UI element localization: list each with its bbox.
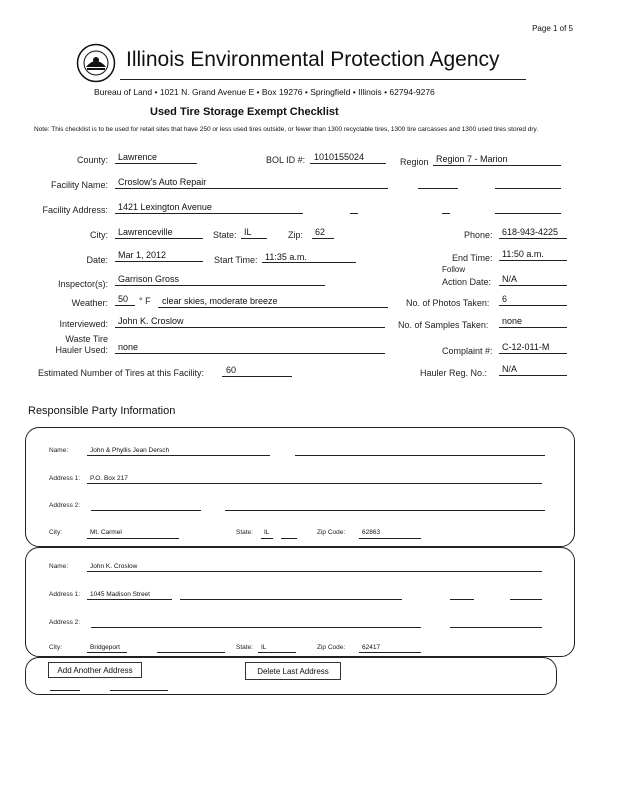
add-address-button[interactable]: Add Another Address bbox=[48, 662, 142, 678]
hauler-reg-label: Hauler Reg. No.: bbox=[420, 368, 488, 378]
agency-address: Bureau of Land • 1021 N. Grand Avenue E • Box 19276 • Springfield • Illinois • 62794-9276 bbox=[94, 87, 435, 97]
party-1-name-value[interactable]: John & Phyllis Jean Dersch bbox=[90, 447, 170, 454]
party-1-city-label: City: bbox=[49, 529, 62, 536]
party-2-zip-line bbox=[359, 652, 421, 653]
date-value[interactable]: Mar 1, 2012 bbox=[118, 250, 167, 260]
party-2-address1-extra-line bbox=[180, 599, 402, 600]
party-2-state-line bbox=[258, 652, 296, 653]
party-1-city-value[interactable]: Mt. Carmel bbox=[90, 529, 122, 536]
interviewed-line bbox=[115, 327, 385, 328]
party-1-state-line bbox=[261, 538, 273, 539]
responsible-party-heading: Responsible Party Information bbox=[28, 405, 176, 417]
delete-address-button[interactable]: Delete Last Address bbox=[245, 662, 341, 680]
party-1-name-label: Name: bbox=[49, 447, 69, 454]
photos-value[interactable]: 6 bbox=[502, 294, 508, 304]
phone-label: Phone: bbox=[464, 230, 493, 240]
party-2-address2-line bbox=[91, 627, 421, 628]
samples-value[interactable]: none bbox=[502, 316, 523, 326]
weather-desc-line bbox=[158, 307, 388, 308]
party-1-name-line bbox=[87, 455, 270, 456]
zip-line bbox=[312, 238, 334, 239]
buttons-line-1 bbox=[50, 690, 80, 691]
interviewed-value[interactable]: John K. Croslow bbox=[118, 316, 184, 326]
party-1-address2-label: Address 2: bbox=[49, 502, 81, 509]
facility-name-value[interactable]: Croslow's Auto Repair bbox=[118, 177, 207, 187]
inspectors-line bbox=[115, 285, 325, 286]
bol-value[interactable]: 1010155024 bbox=[314, 152, 365, 162]
party-2-address1-value[interactable]: 1045 Madison Street bbox=[90, 591, 150, 598]
zip-value[interactable]: 62 bbox=[315, 227, 326, 237]
tire-count-line bbox=[222, 376, 292, 377]
end-time-value[interactable]: 11:50 a.m. bbox=[502, 249, 544, 259]
party-2-zip-label: Zip Code: bbox=[317, 644, 346, 651]
county-label: County: bbox=[76, 155, 108, 165]
facility-extra-line-2 bbox=[495, 188, 561, 189]
party-1-state-label: State: bbox=[236, 529, 253, 536]
weather-temp-line bbox=[115, 305, 135, 306]
facility-address-extra-2 bbox=[442, 213, 450, 214]
facility-address-extra-1 bbox=[350, 213, 358, 214]
bol-line bbox=[310, 163, 386, 164]
hauler-used-value[interactable]: none bbox=[118, 342, 139, 352]
hauler-reg-value[interactable]: N/A bbox=[502, 364, 518, 374]
party-2-city-extra-line bbox=[157, 652, 225, 653]
party-2-address2-label: Address 2: bbox=[49, 619, 81, 626]
party-1-zip-value[interactable]: 62863 bbox=[362, 529, 381, 536]
header-rule bbox=[120, 79, 526, 80]
inspectors-label: Inspector(s): bbox=[57, 279, 108, 289]
party-2-name-value[interactable]: John K. Croslow bbox=[90, 563, 138, 570]
facility-address-extra-3 bbox=[495, 213, 561, 214]
facility-name-line bbox=[115, 188, 388, 189]
party-1-address1-line bbox=[87, 483, 542, 484]
weather-label: Weather: bbox=[71, 298, 108, 308]
end-time-label: End Time: bbox=[452, 253, 493, 263]
start-time-value[interactable]: 11:35 a.m. bbox=[265, 252, 307, 262]
party-2-city-label: City: bbox=[49, 644, 62, 651]
tire-count-value[interactable]: 60 bbox=[226, 365, 237, 375]
form-note: Note: This checklist is to be used for retail sites that have 250 or less used tires outside, or fewer than 1300 recyclable tires, 1300 tire carcasses and 1300 used tires stored dry. bbox=[34, 126, 539, 133]
facility-extra-line-1 bbox=[418, 188, 458, 189]
party-1-zip-label: Zip Code: bbox=[317, 529, 346, 536]
party-2-name-label: Name: bbox=[49, 563, 69, 570]
phone-value[interactable]: 618-943-4225 bbox=[502, 227, 559, 237]
buttons-line-2 bbox=[110, 690, 168, 691]
party-1-address2-line bbox=[91, 510, 201, 511]
party-2-address2-extra-line bbox=[450, 627, 542, 628]
complaint-label: Complaint #: bbox=[442, 346, 493, 356]
complaint-line bbox=[499, 353, 567, 354]
region-line bbox=[433, 165, 561, 166]
party-2-zip-value[interactable]: 62417 bbox=[362, 644, 381, 651]
zip-label: Zip: bbox=[288, 230, 304, 240]
hauler-used-line bbox=[115, 353, 385, 354]
end-time-line bbox=[499, 260, 567, 261]
inspectors-value[interactable]: Garrison Gross bbox=[118, 274, 180, 284]
followup-value[interactable]: N/A bbox=[502, 274, 518, 284]
region-label: Region bbox=[400, 157, 429, 167]
facility-name-label: Facility Name: bbox=[50, 180, 108, 190]
tire-count-label: Estimated Number of Tires at this Facility: bbox=[38, 368, 205, 378]
hauler-used-label-2: Hauler Used: bbox=[55, 345, 108, 355]
form-title: Used Tire Storage Exempt Checklist bbox=[150, 106, 339, 118]
party-1-state-value[interactable]: IL bbox=[264, 529, 270, 536]
city-label: City: bbox=[90, 230, 108, 240]
interviewed-label: Interviewed: bbox=[59, 319, 108, 329]
county-line bbox=[115, 163, 197, 164]
bol-label: BOL ID #: bbox=[266, 155, 306, 165]
party-1-city-line bbox=[87, 538, 179, 539]
samples-line bbox=[499, 327, 567, 328]
start-time-label: Start Time: bbox=[214, 255, 258, 265]
party-1-address2-extra-line bbox=[225, 510, 545, 511]
party-1-zip-line bbox=[359, 538, 421, 539]
county-value[interactable]: Lawrence bbox=[118, 152, 158, 162]
start-time-line bbox=[262, 262, 356, 263]
seal-icon bbox=[76, 43, 116, 83]
party-1-address1-label: Address 1: bbox=[49, 475, 81, 482]
phone-line bbox=[499, 238, 567, 239]
party-2-address1-extra-line-3 bbox=[510, 599, 542, 600]
party-2-city-value[interactable]: Bridgeport bbox=[90, 644, 120, 651]
facility-address-value[interactable]: 1421 Lexington Avenue bbox=[118, 202, 212, 212]
state-line bbox=[241, 238, 267, 239]
photos-line bbox=[499, 305, 567, 306]
hauler-reg-line bbox=[499, 375, 567, 376]
weather-desc-value[interactable]: clear skies, moderate breeze bbox=[162, 296, 278, 306]
date-line bbox=[115, 261, 203, 262]
party-2-name-line bbox=[87, 571, 542, 572]
page-number: Page 1 of 5 bbox=[532, 24, 573, 33]
party-2-address1-line bbox=[87, 599, 172, 600]
facility-address-label: Facility Address: bbox=[42, 205, 108, 215]
state-value[interactable]: IL bbox=[244, 227, 252, 237]
complaint-value[interactable]: C-12-011-M bbox=[502, 342, 550, 352]
followup-line bbox=[499, 285, 567, 286]
city-line bbox=[115, 238, 203, 239]
party-2-address1-extra-line-2 bbox=[450, 599, 474, 600]
party-1-address1-value[interactable]: P.O. Box 217 bbox=[90, 475, 128, 482]
party-1-state-extra-line bbox=[281, 538, 297, 539]
party-2-state-label: State: bbox=[236, 644, 253, 651]
weather-temp-value[interactable]: 50 bbox=[118, 294, 129, 304]
city-value[interactable]: Lawrenceville bbox=[118, 227, 173, 237]
facility-address-line bbox=[115, 213, 303, 214]
party-2-city-line bbox=[87, 652, 127, 653]
photos-label: No. of Photos Taken: bbox=[406, 298, 490, 308]
hauler-used-label-1: Waste Tire bbox=[65, 334, 108, 344]
samples-label: No. of Samples Taken: bbox=[398, 320, 489, 330]
followup-label-2: Action Date: bbox=[442, 277, 492, 287]
region-value[interactable]: Region 7 - Marion bbox=[436, 154, 508, 164]
party-2-state-value[interactable]: IL bbox=[261, 644, 267, 651]
weather-unit: ° F bbox=[139, 296, 151, 306]
date-label: Date: bbox=[86, 255, 108, 265]
followup-label-1: Follow bbox=[442, 265, 466, 274]
agency-seal bbox=[76, 43, 116, 83]
agency-name: Illinois Environmental Protection Agency bbox=[126, 48, 500, 71]
party-1-name-extra-line bbox=[295, 455, 545, 456]
party-2-address1-label: Address 1: bbox=[49, 591, 81, 598]
state-label: State: bbox=[213, 230, 237, 240]
